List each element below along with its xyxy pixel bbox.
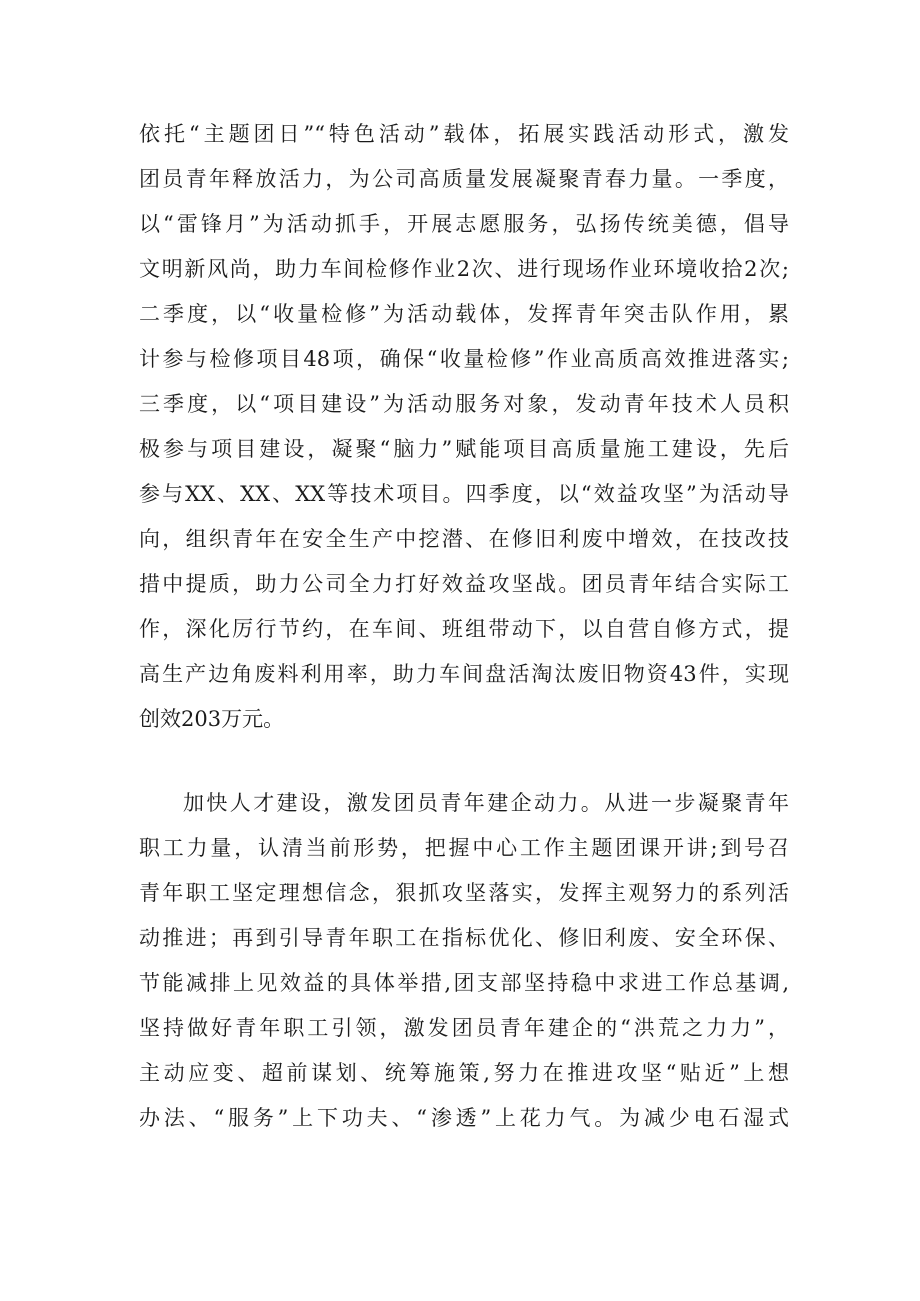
text-line: 高生产边角废料利用率，助力车间盘活淘汰废旧物资43件，实现 [139,662,789,686]
text-line: 加快人才建设，激发团员青年建企动力。从进一步凝聚青年 [183,791,789,815]
text-line: 创效203万元。 [139,707,285,731]
text-line: 职工力量，认清当前形势，把握中心工作主题团课开讲;到号召 [139,836,789,860]
text-line: 依托“主题团日”“特色活动”载体，拓展实践活动形式，激发 [139,122,789,146]
text-line: 文明新风尚，助力车间检修作业2次、进行现场作业环境收拾2次; [139,257,789,281]
paragraph-youth-activities [139,112,789,742]
text-line: 办法、“服务”上下功夫、“渗透”上花力气。为减少电石湿式 [139,1106,789,1130]
text-line: 作，深化厉行节约，在车间、班组带动下，以自营自修方式，提 [139,617,789,641]
text-line: 动推进；再到引导青年职工在指标优化、修旧利废、安全环保、 [139,926,789,950]
text-line: 青年职工坚定理想信念，狠抓攻坚落实，发挥主观努力的系列活 [139,881,789,905]
text-line: 主动应变、超前谋划、统筹施策,努力在推进攻坚“贴近”上想 [139,1061,789,1085]
text-line: 二季度，以“收量检修”为活动载体，发挥青年突击队作用，累 [139,302,789,326]
text-line: 以“雷锋月”为活动抓手，开展志愿服务，弘扬传统美德，倡导 [139,212,789,236]
paragraph-talent-building [139,781,789,1141]
text-line: 参与XX、XX、XX等技术项目。四季度，以“效益攻坚”为活动导 [139,482,789,506]
text-line: 三季度，以“项目建设”为活动服务对象，发动青年技术人员积 [139,392,789,416]
text-line: 计参与检修项目48项，确保“收量检修”作业高质高效推进落实; [139,347,789,371]
text-line: 极参与项目建设，凝聚“脑力”赋能项目高质量施工建设，先后 [139,437,789,461]
text-line: 节能减排上见效益的具体举措,团支部坚持稳中求进工作总基调, [139,971,789,995]
text-line: 向，组织青年在安全生产中挖潜、在修旧利废中增效，在技改技 [139,527,789,551]
text-line: 坚持做好青年职工引领，激发团员青年建企的“洪荒之力力”， [139,1016,789,1040]
text-line: 措中提质，助力公司全力打好效益攻坚战。团员青年结合实际工 [139,572,789,596]
text-line: 团员青年释放活力，为公司高质量发展凝聚青春力量。一季度， [139,167,789,191]
